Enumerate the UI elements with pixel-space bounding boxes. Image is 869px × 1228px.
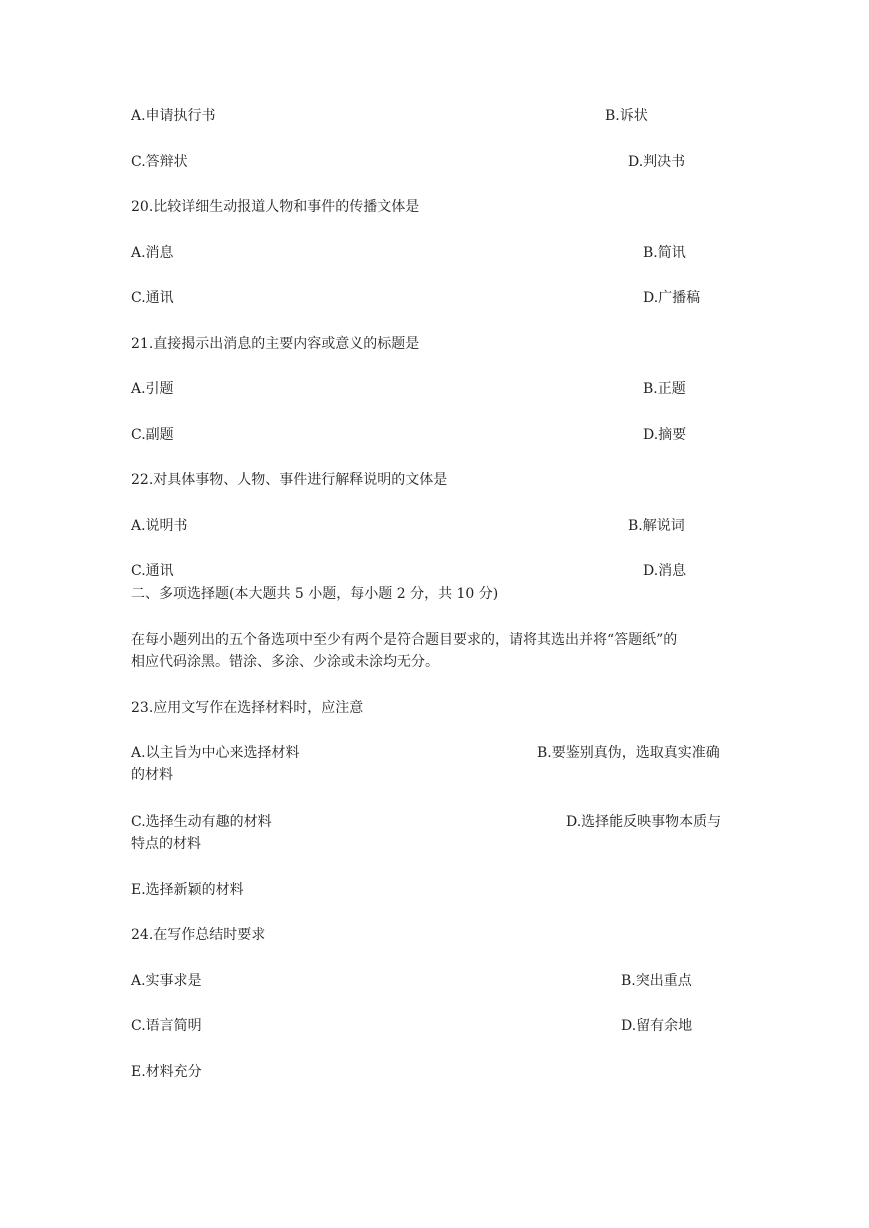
q22-option-c: C.通讯 — [131, 563, 174, 579]
section-instruction-line2: 相应代码涂黑。错涂、多涂、少涂或未涂均无分。 — [131, 654, 439, 670]
q19-option-d: D.判决书 — [628, 154, 686, 170]
q20-option-a: A.消息 — [131, 245, 174, 261]
q24-option-d: D.留有余地 — [621, 1018, 693, 1034]
q20-option-c: C.通讯 — [131, 290, 174, 306]
q22-stem: 22.对具体事物、人物、事件进行解释说明的文体是 — [131, 472, 448, 488]
q23-option-d: D.选择能反映事物本质与 — [566, 814, 722, 830]
q24-stem: 24.在写作总结时要求 — [131, 927, 266, 943]
q24-option-e: E.材料充分 — [131, 1064, 202, 1080]
q19-option-b: B.诉状 — [605, 108, 648, 124]
q21-option-a: A.引题 — [131, 381, 174, 397]
q19-option-a: A.申请执行书 — [131, 108, 216, 124]
q24-option-b: B.突出重点 — [621, 973, 692, 989]
q22-option-a: A.说明书 — [131, 518, 188, 534]
q24-option-c: C.语言简明 — [131, 1018, 202, 1034]
q20-option-d: D.广播稿 — [643, 290, 701, 306]
q23-option-b-cont: 的材料 — [131, 767, 173, 783]
q20-stem: 20.比较详细生动报道人物和事件的传播文体是 — [131, 199, 420, 215]
section-instruction-line1: 在每小题列出的五个备选项中至少有两个是符合题目要求的，请将其选出并将“答题纸”的 — [131, 632, 678, 648]
q23-option-a: A.以主旨为中心来选择材料 — [131, 745, 300, 761]
q19-option-c: C.答辩状 — [131, 154, 188, 170]
q20-option-b: B.简讯 — [643, 245, 686, 261]
q23-option-d-cont: 特点的材料 — [131, 836, 201, 852]
q21-option-c: C.副题 — [131, 427, 174, 443]
q23-option-b: B.要鉴别真伪，选取真实准确 — [537, 745, 720, 761]
q21-stem: 21.直接揭示出消息的主要内容或意义的标题是 — [131, 336, 420, 352]
q23-option-c: C.选择生动有趣的材料 — [131, 814, 272, 830]
q24-option-a: A.实事求是 — [131, 973, 202, 989]
section-heading: 二、多项选择题(本大题共 5 小题，每小题 2 分，共 10 分) — [131, 586, 499, 602]
q22-option-d: D.消息 — [643, 563, 687, 579]
q23-stem: 23.应用文写作在选择材料时，应注意 — [131, 700, 364, 716]
q22-option-b: B.解说词 — [628, 518, 685, 534]
q21-option-b: B.正题 — [643, 381, 686, 397]
q23-option-e: E.选择新颖的材料 — [131, 882, 244, 898]
q21-option-d: D.摘要 — [643, 427, 687, 443]
